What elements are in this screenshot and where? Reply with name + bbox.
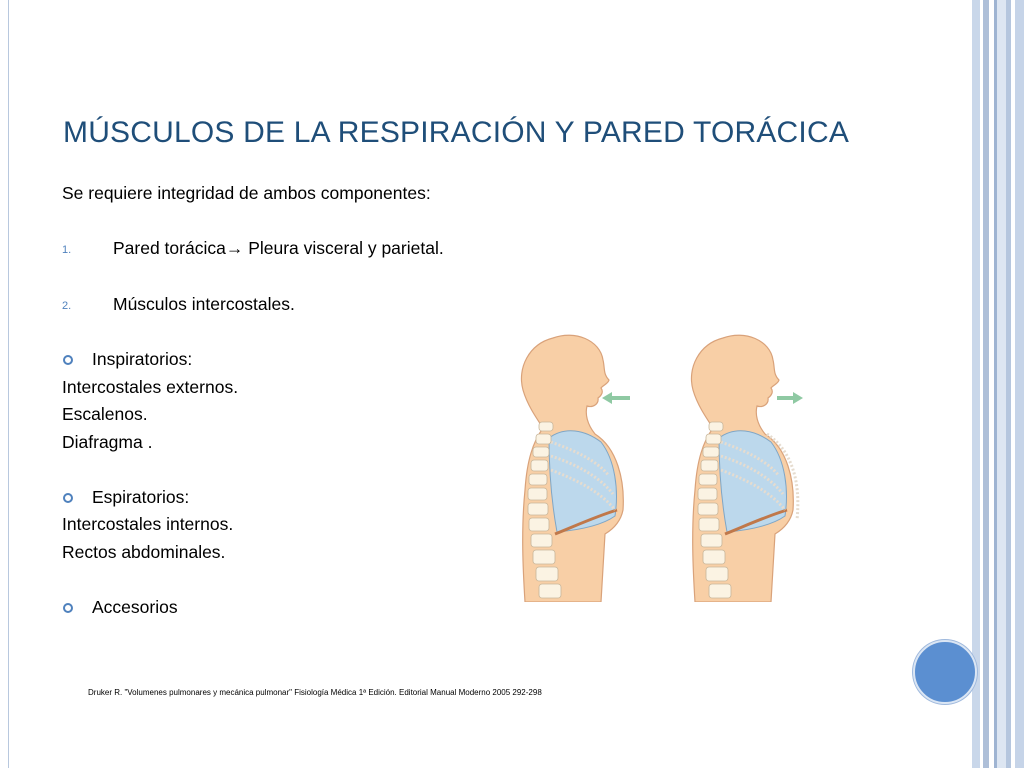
bullet-icon: [63, 493, 73, 503]
arrow-right-icon: [777, 392, 803, 404]
bullet-icon: [63, 355, 73, 365]
list-item-1: Pared torácica→ Pleura visceral y parietal.: [113, 238, 444, 258]
inspiratorio-item: Escalenos.: [62, 404, 148, 424]
bullet-icon: [63, 603, 73, 613]
accesorios-text: Accesorios: [92, 597, 178, 617]
inspiratorio-item: Intercostales externos.: [62, 377, 239, 397]
list-number-2: 2.: [62, 300, 72, 312]
espiratorio-item: Rectos abdominales.: [62, 542, 226, 562]
inspiratorio-item: Diafragma .: [62, 432, 153, 452]
list-item-2: Músculos intercostales.: [113, 294, 295, 314]
slide-left-border: [8, 0, 9, 768]
arrow-left-icon: [602, 392, 630, 404]
reference-citation: Druker R. "Volumenes pulmonares y mecánica pulmonar" Fisiología Médica 1ª Edición. Editorial Manual Moderno 2005 292-298: [88, 688, 542, 697]
decorative-stripes: [972, 0, 1024, 768]
inspiratorios-heading: Inspiratorios:: [92, 349, 193, 369]
slide-title: MÚSCULOS DE LA RESPIRACIÓN Y PARED TORÁCICA: [63, 116, 850, 149]
decorative-circle: [913, 640, 977, 704]
breathing-illustration: [505, 330, 835, 602]
expiration-figure: [691, 335, 803, 602]
inspiration-figure: [521, 335, 630, 602]
intro-text: Se requiere integridad de ambos componentes:: [62, 183, 431, 203]
list-number-1: 1.: [62, 244, 72, 256]
espiratorios-heading: Espiratorios:: [92, 487, 190, 507]
espiratorio-item: Intercostales internos.: [62, 514, 234, 534]
